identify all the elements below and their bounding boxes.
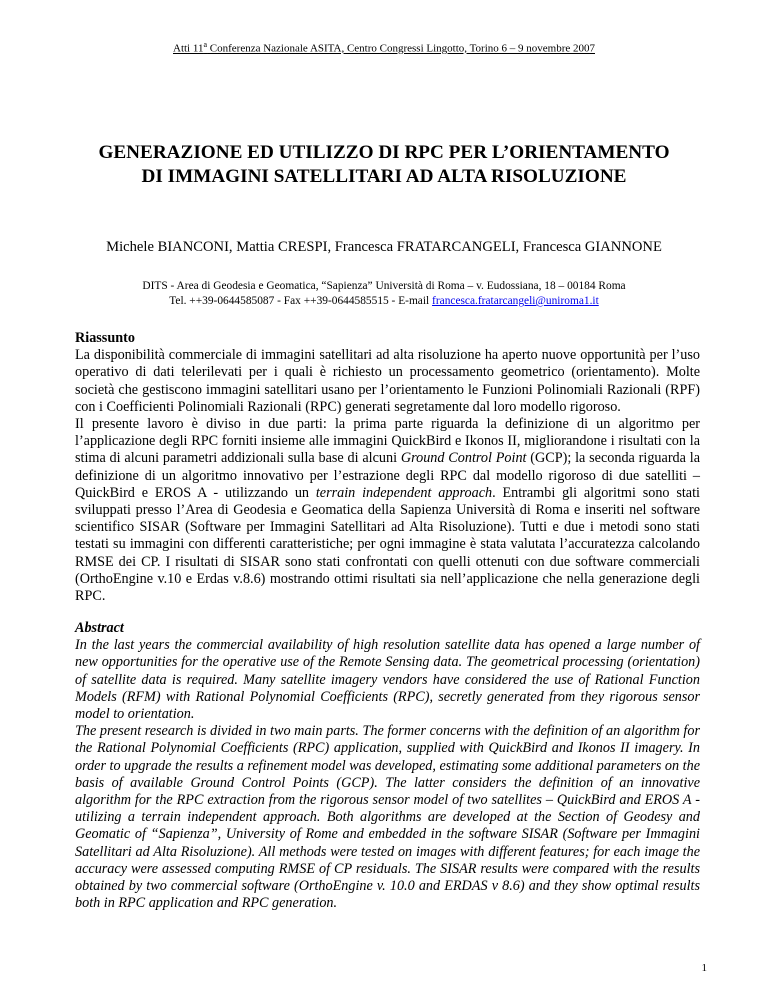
riassunto-paragraph-2: Il presente lavoro è diviso in due parti: la prima parte riguarda la definizione di un algoritmo per l’applicazione degli RPC forniti insieme alle immagini QuickBird e Ikonos II, migliorandone i risultati con la stima di alcuni parametri addizionali sulla base di alcuni Ground Control Point (GCP); la seconda riguarda la definizione di un algoritmo innovativo per l’estrazione degli RPC dal modello rigoroso di due satelliti – QuickBird e EROS A - utilizzando un terrain independent approach. Entrambi gli algoritmi sono stati sviluppati presso l’Area di Geodesia e Geomatica della Sapienza Università di Roma e inseriti nel software scientifico SISAR (Software per Immagini Satellitari ad Alta Risoluzione). Tutti e due i metodi sono stati testati su immagini con differenti caratteristiche; per ogni immagine è stata valutata l’accuratezza calcolando RMSE dei CP. I risultati di SISAR sono stati confrontati con quelli ottenuti con due software commerciali (OrthoEngine v.10 e Erdas v.8.6) mostrando ottimi risultati sia nell’applicazione che nella generazione degli RPC. [75,416,700,605]
paper-title [0,141,768,189]
abstract-paragraph-2: The present research is divided in two main parts. The former concerns with the definition of an algorithm for the Rational Polynomial Coefficients (RPC) application, supplied with QuickBird and Ikonos II imagery. In order to upgrade the results a refinement model was developed, estimating some additional parameters on the basis of available Ground Control Points (GCP). The latter considers the definition of an innovative algorithm for the RPC extraction from the rigorous sensor model of two satellites – QuickBird and EROS A - utilizing a terrain independent approach. Both algorithms are developed at the Section of Geodesy and Geomatic of “Sapienza”, University of Rome and embedded in the software SISAR (Software per Immagini Satellitari ad Alta Risoluzione). All methods were tested on images with different features; for each image the accuracy were assessed computing RMSE of CP residuals. The SISAR results were compared with the results obtained by two commercial software (OrthoEngine v. 10.0 and ERDAS v 8.6) and they show optimal results both in RPC application and RPC generation. [75,723,700,912]
email-link[interactable]: francesca.fratarcangeli@uniroma1.it [432,295,599,307]
page-number: 1 [701,962,707,974]
affiliation [0,279,768,309]
abstract-heading: Abstract [75,620,124,636]
running-header: Atti 11$^a$ Conferenza Nazionale ASITA, Centro Congressi Lingotto, Torino 6 – 9 novembre 2007 [173,40,595,55]
riassunto-paragraph-1: La disponibilità commerciale di immagini satellitari ad alta risoluzione ha aperto nuove opportunità per l’uso operativo di dati telerilevati per i quali è richiesto un processamento geometrico (orientamento). Molte società che gestiscono immagini satellitari usano per l’orientamento le Funzioni Polinomiali Razionali (RPF) con i Coefficienti Polinomiali Razionali (RPC) generati segretamente dal loro modello rigoroso. [75,347,700,415]
affiliation-line-1: DITS - Area di Geodesia e Geomatica, “Sapienza” Università di Roma – v. Eudossiana, 18 – 00184 Roma [142,280,626,292]
title-line-2: DI IMMAGINI SATELLITARI AD ALTA RISOLUZIONE [141,166,627,187]
title-line-1: GENERAZIONE ED UTILIZZO DI RPC PER L’ORIENTAMENTO [98,142,670,163]
abstract-paragraph-1: In the last years the commercial availability of high resolution satellite data has opened a large number of new opportunities for the operative use of the Remote Sensing data. The geometrical processing (orientation) of satellite data is required. Many satellite imagery vendors have considered the use of Rational Function Models (RFM) with Rational Polynomial Coefficients (RPC), secretly generated from they rigorous sensor model to orientation. [75,637,700,723]
riassunto-heading: Riassunto [75,330,135,346]
abstract-section [75,620,700,912]
author-list: Michele BIANCONI, Mattia CRESPI, Francesca FRATARCANGELI, Francesca GIANNONE [106,239,662,255]
affiliation-line-2: Tel. ++39-0644585087 - Fax ++39-0644585515 - E-mail francesca.fratarcangeli@uniroma1.it [169,295,599,307]
riassunto-section [75,330,700,605]
